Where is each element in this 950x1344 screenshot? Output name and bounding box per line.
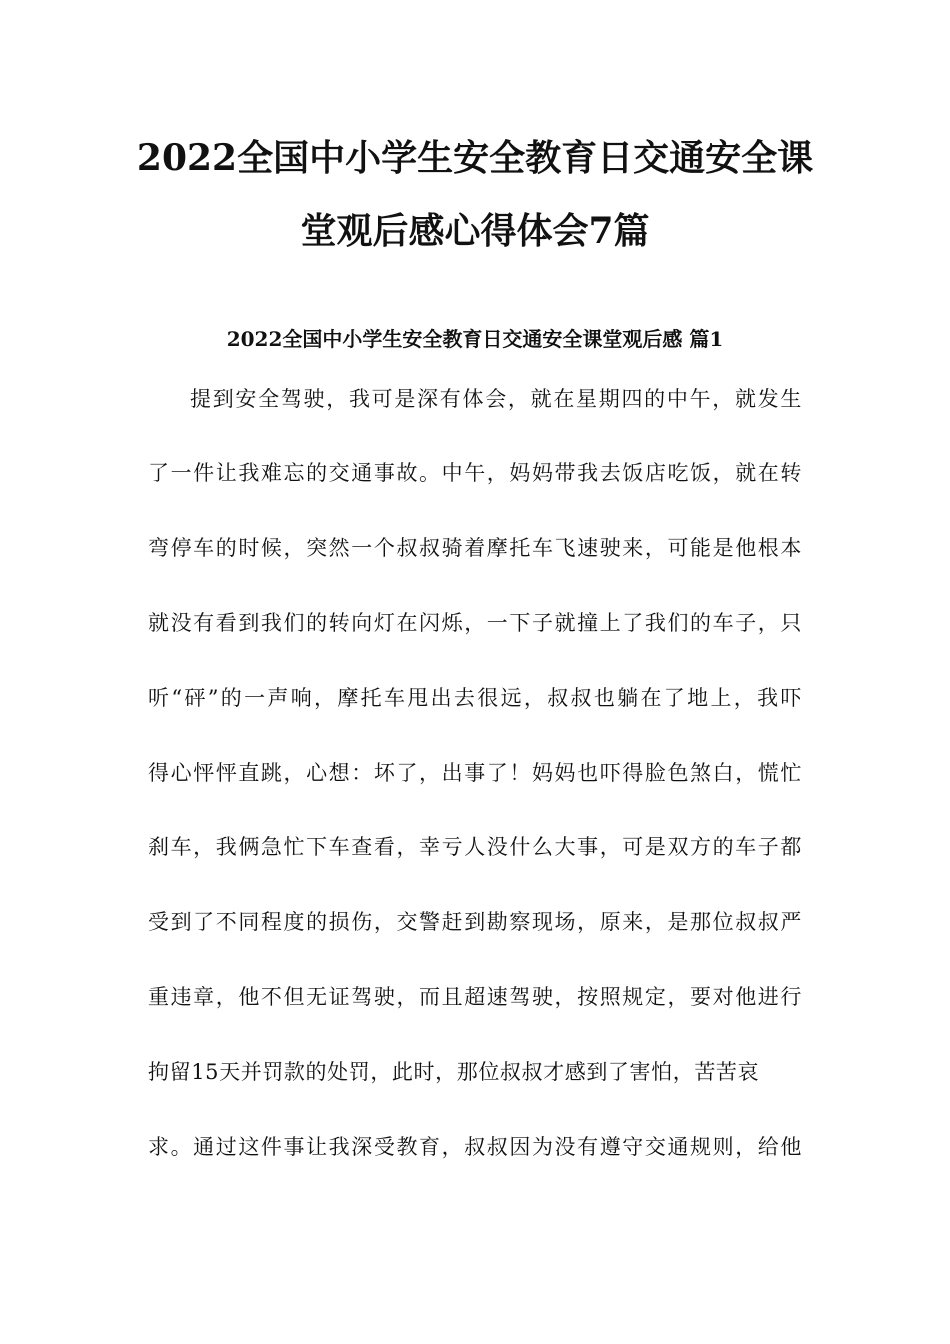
paragraph-line: 刹车，我俩急忙下车查看，幸亏人没什么大事，可是双方的车子都: [148, 835, 802, 859]
paragraph-line: 拘留15天并罚款的处罚，此时，那位叔叔才感到了害怕，苦苦哀: [148, 1060, 760, 1084]
paragraph-line: 就没有看到我们的转向灯在闪烁，一下子就撞上了我们的车子，只: [148, 611, 802, 635]
document-title-line-2: 堂观后感心得体会7篇: [300, 210, 650, 252]
paragraph-line: 听“砰”的一声响，摩托车甩出去很远，叔叔也躺在了地上，我吓: [148, 686, 802, 710]
paragraph-line: 了一件让我难忘的交通事故。中午，妈妈带我去饭店吃饭，就在转: [148, 461, 802, 485]
paragraph-line: 重违章，他不但无证驾驶，而且超速驾驶，按照规定，要对他进行: [148, 985, 802, 1009]
paragraph-line: 求。通过这件事让我深受教育，叔叔因为没有遵守交通规则，给他: [148, 1135, 802, 1159]
paragraph-line: 提到安全驾驶，我可是深有体会，就在星期四的中午，就发生: [190, 387, 802, 411]
section-heading: 2022全国中小学生安全教育日交通安全课堂观后感 篇1: [226, 327, 724, 351]
paragraph-line: 弯停车的时候，突然一个叔叔骑着摩托车飞速驶来，可能是他根本: [148, 536, 802, 560]
paragraph-line: 受到了不同程度的损伤，交警赶到勘察现场，原来，是那位叔叔严: [148, 910, 802, 934]
document-title-line-1: 2022全国中小学生安全教育日交通安全课: [136, 137, 814, 179]
paragraph-line: 得心怦怦直跳，心想：坏了，出事了！妈妈也吓得脸色煞白，慌忙: [148, 761, 802, 785]
